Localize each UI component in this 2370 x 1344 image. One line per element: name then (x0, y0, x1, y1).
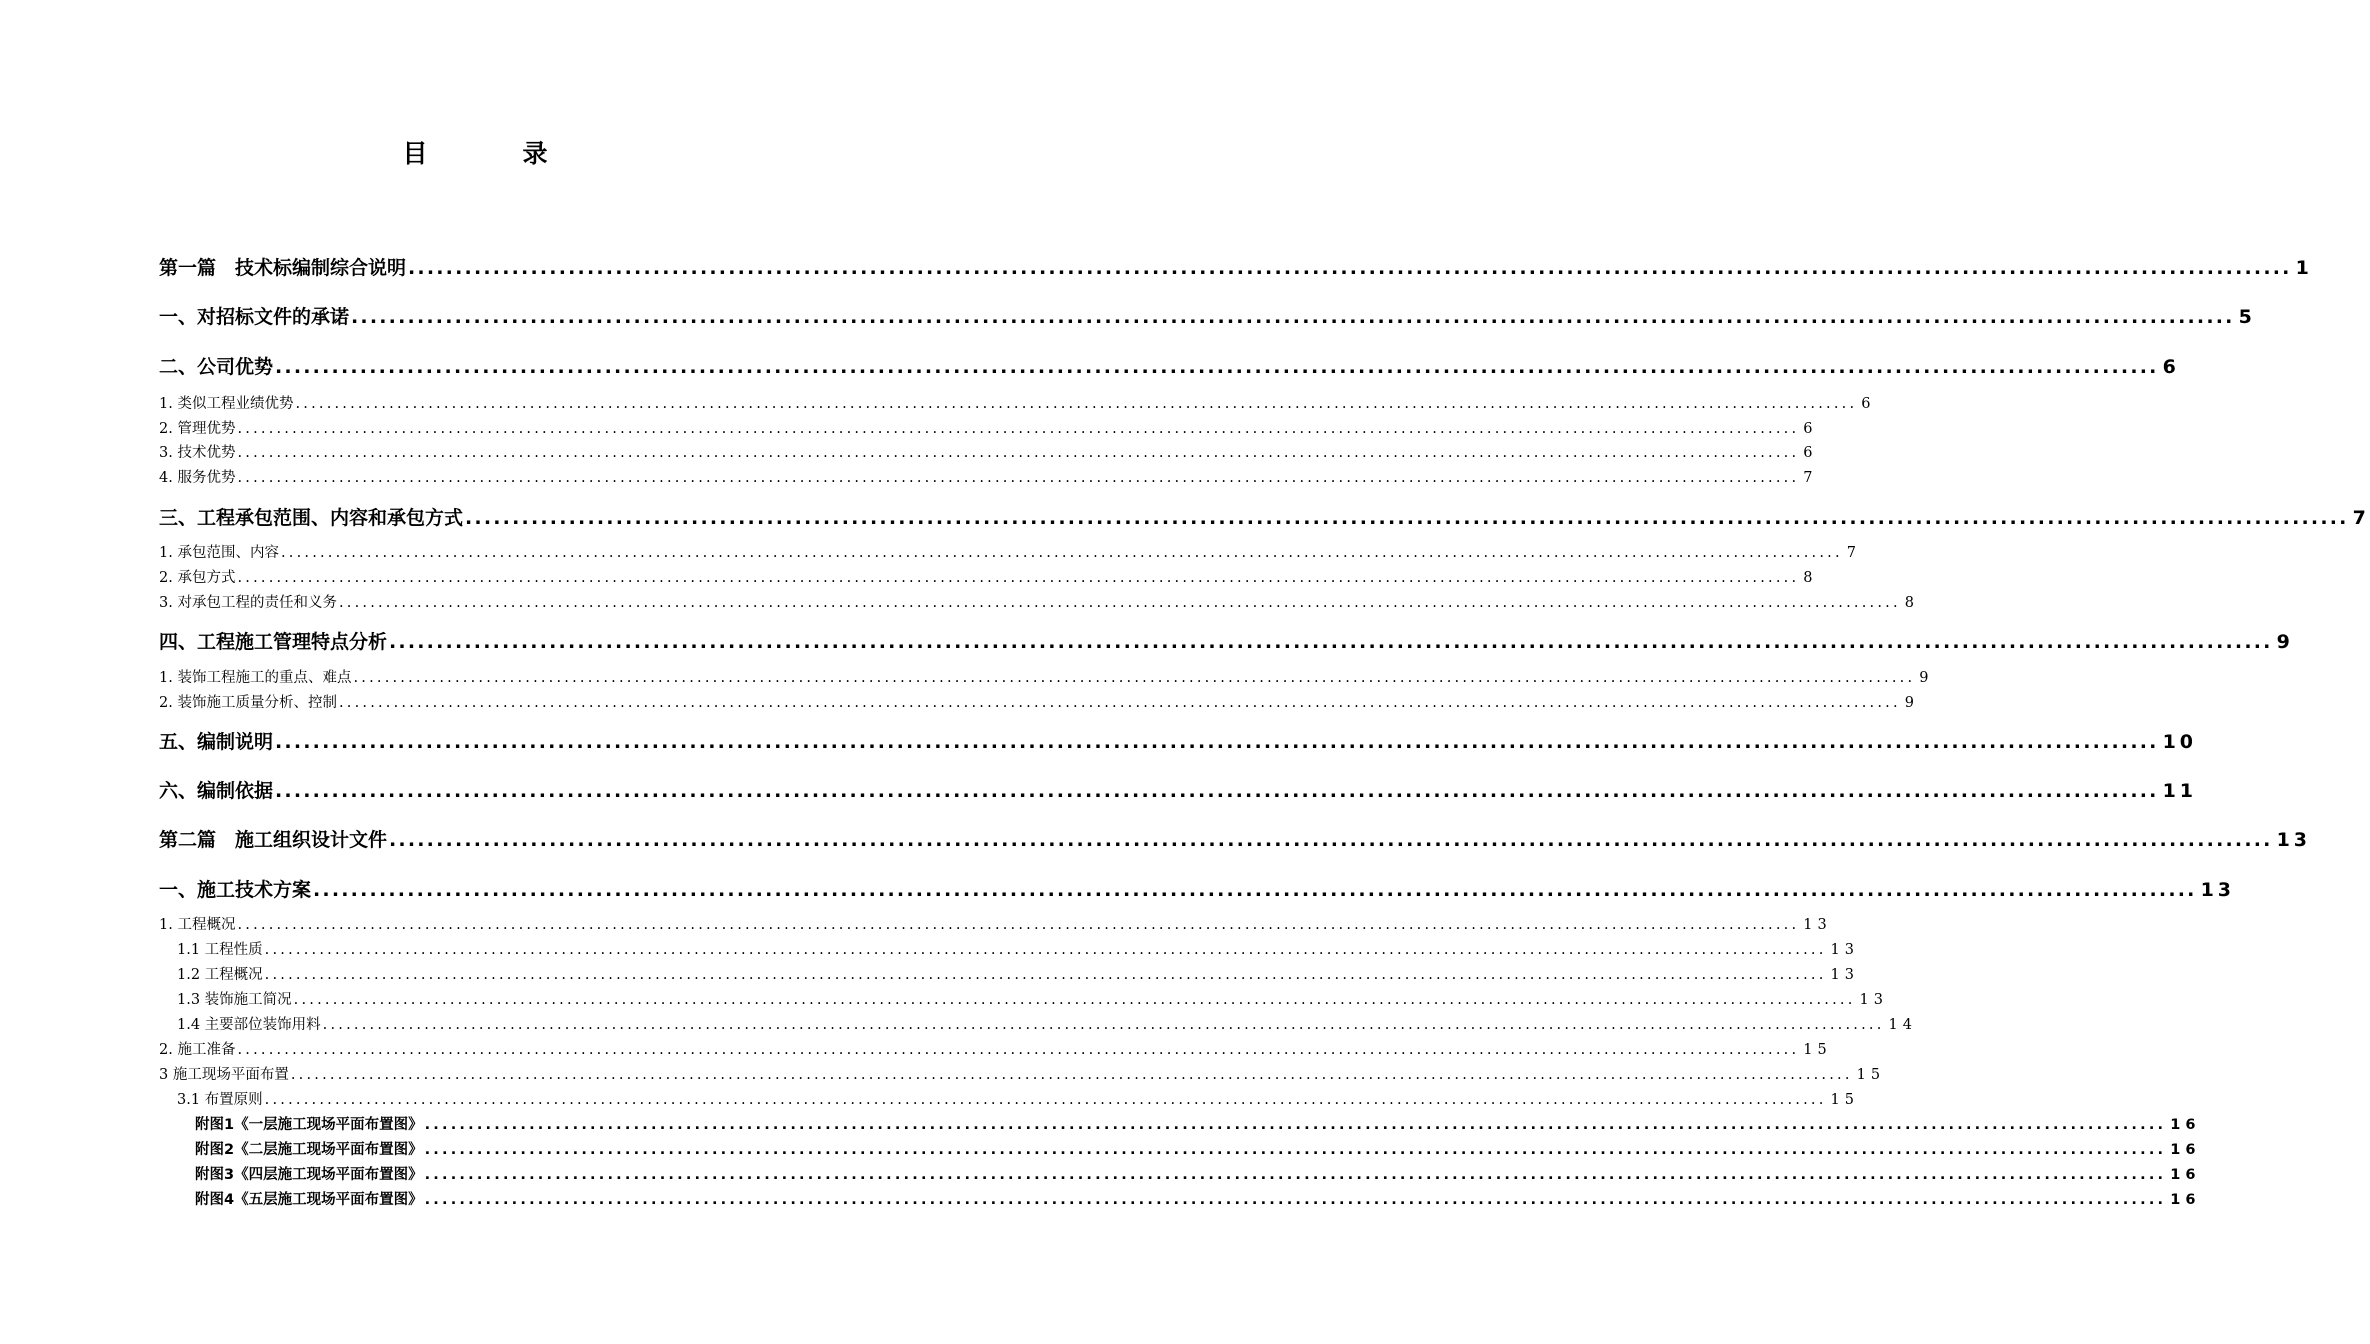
toc-label: 1.3 装饰施工简况 (177, 992, 292, 1008)
toc-page-number: 13 (1830, 942, 1859, 958)
dot-leader: ........................................................................................................................................................................................................ (389, 829, 2273, 851)
toc-entry[interactable] (159, 666, 1934, 686)
toc-entry[interactable] (159, 1038, 1832, 1058)
toc-label: 五、编制说明 (159, 731, 274, 753)
toc-label: 一、对招标文件的承诺 (159, 306, 350, 328)
dot-leader: ........................................................................................................................................................................................................ (280, 545, 1843, 561)
toc-label: 3.1 布置原则 (177, 1092, 263, 1108)
toc-page-number: 15 (1830, 1092, 1859, 1108)
dot-leader: ........................................................................................................................................................................................................ (237, 1042, 1800, 1058)
dot-leader: ........................................................................................................................................................................................................ (408, 257, 2292, 279)
dot-leader: ........................................................................................................................................................................................................ (313, 879, 2197, 901)
dot-leader: ........................................................................................................................................................................................................ (424, 1167, 2167, 1183)
dot-leader: ........................................................................................................................................................................................................ (290, 1067, 1853, 1083)
toc-page-number: 16 (2170, 1117, 2201, 1133)
toc-page-number: 15 (1803, 1042, 1832, 1058)
toc-page-number: 13 (1803, 917, 1832, 933)
toc-label: 3 施工现场平面布置 (159, 1067, 289, 1083)
dot-leader: ........................................................................................................................................................................................................ (338, 595, 1901, 611)
toc-page-number: 6 (2162, 356, 2180, 378)
toc-entry[interactable] (159, 727, 2198, 753)
toc-entry[interactable] (195, 1138, 2201, 1158)
toc-page-number: 14 (1888, 1017, 1917, 1033)
dot-leader: ........................................................................................................................................................................................................ (351, 306, 2235, 328)
toc-page-number: 9 (1919, 670, 1934, 686)
toc-label: 2. 装饰施工质量分析、控制 (159, 695, 337, 711)
toc-page-number: 16 (2170, 1142, 2201, 1158)
toc-page-number: 6 (1861, 396, 1876, 412)
toc-entry[interactable] (177, 1013, 1917, 1033)
toc-page-number: 13 (1830, 967, 1859, 983)
dot-leader: ........................................................................................................................................................................................................ (264, 942, 1827, 958)
toc-entry[interactable] (177, 1088, 1859, 1108)
toc-page-number: 10 (2162, 731, 2198, 753)
toc-entry[interactable] (159, 875, 2236, 901)
toc-label: 2. 施工准备 (159, 1042, 236, 1058)
toc-label: 附图1《一层施工现场平面布置图》 (195, 1117, 423, 1133)
toc-page-number: 8 (1803, 570, 1818, 586)
dot-leader: ........................................................................................................................................................................................................ (322, 1017, 1885, 1033)
toc-entry[interactable] (195, 1188, 2201, 1208)
toc-entry[interactable] (177, 963, 1859, 983)
toc-entry[interactable] (159, 776, 2198, 802)
dot-leader: ........................................................................................................................................................................................................ (424, 1192, 2167, 1208)
toc-page-number: 7 (1846, 545, 1862, 561)
toc-entry[interactable] (159, 253, 2313, 279)
toc-page-number: 16 (2170, 1167, 2201, 1183)
dot-leader: ........................................................................................................................................................................................................ (389, 631, 2273, 653)
toc-entry[interactable] (159, 302, 2256, 328)
toc-page-number: 5 (2238, 306, 2256, 328)
toc-label: 1. 承包范围、内容 (159, 545, 279, 561)
toc-label: 第二篇 施工组织设计文件 (159, 829, 388, 851)
toc-label: 3. 技术优势 (159, 445, 236, 461)
dot-leader: ........................................................................................................................................................................................................ (237, 570, 1800, 586)
toc-page-number: 9 (2276, 631, 2294, 653)
dot-leader: ........................................................................................................................................................................................................ (353, 670, 1916, 686)
toc-label: 2. 承包方式 (159, 570, 236, 586)
toc-page-number: 7 (1803, 470, 1818, 486)
toc-page-number: 15 (1856, 1067, 1886, 1083)
toc-label: 1. 装饰工程施工的重点、难点 (159, 670, 352, 686)
toc-label: 4. 服务优势 (159, 470, 236, 486)
title-char-2: 录 (522, 139, 548, 168)
toc-entry[interactable] (159, 466, 1818, 486)
dot-leader: ........................................................................................................................................................................................................ (275, 780, 2159, 802)
dot-leader: ........................................................................................................................................................................................................ (424, 1117, 2167, 1133)
toc-entry[interactable] (159, 352, 2180, 378)
toc-entry[interactable] (159, 541, 1862, 561)
toc-label: 附图3《四层施工现场平面布置图》 (195, 1167, 423, 1183)
toc-entry[interactable] (159, 441, 1818, 461)
toc-label: 二、公司优势 (159, 356, 274, 378)
toc-label: 1.4 主要部位装饰用料 (177, 1017, 321, 1033)
toc-label: 一、施工技术方案 (159, 879, 312, 901)
toc-entry[interactable] (159, 417, 1818, 437)
toc-entry[interactable] (159, 913, 1832, 933)
toc-entry[interactable] (159, 392, 1876, 412)
dot-leader: ........................................................................................................................................................................................................ (237, 421, 1800, 437)
dot-leader: ........................................................................................................................................................................................................ (237, 445, 1800, 461)
dot-leader: ........................................................................................................................................................................................................ (295, 396, 1858, 412)
toc-page-number: 9 (1904, 695, 1920, 711)
toc-label: 1.2 工程概况 (177, 967, 263, 983)
dot-leader: ........................................................................................................................................................................................................ (264, 1092, 1827, 1108)
toc-entry[interactable] (159, 503, 2370, 529)
toc-page-number: 13 (1859, 992, 1888, 1008)
toc-label: 四、工程施工管理特点分析 (159, 631, 388, 653)
dot-leader: ........................................................................................................................................................................................................ (237, 470, 1800, 486)
toc-label: 六、编制依据 (159, 780, 274, 802)
dot-leader: ........................................................................................................................................................................................................ (465, 507, 2349, 529)
toc-page-number: 11 (2162, 780, 2198, 802)
title-char-1: 目 (402, 139, 428, 168)
toc-label: 附图4《五层施工现场平面布置图》 (195, 1192, 423, 1208)
toc-label: 1. 工程概况 (159, 917, 236, 933)
dot-leader: ........................................................................................................................................................................................................ (275, 356, 2159, 378)
toc-entry[interactable] (177, 938, 1859, 958)
toc-label: 1. 类似工程业绩优势 (159, 396, 294, 412)
toc-page-number: 7 (2352, 507, 2370, 529)
toc-entry[interactable] (159, 627, 2294, 653)
toc-entry[interactable] (159, 691, 1920, 711)
dot-leader: ........................................................................................................................................................................................................ (264, 967, 1827, 983)
toc-entry[interactable] (159, 591, 1920, 611)
toc-page-number: 8 (1904, 595, 1920, 611)
dot-leader: ........................................................................................................................................................................................................ (424, 1142, 2167, 1158)
toc-entry[interactable] (177, 988, 1888, 1008)
toc-label: 三、工程承包范围、内容和承包方式 (159, 507, 464, 529)
toc-page-number: 6 (1803, 445, 1818, 461)
toc-label: 3. 对承包工程的责任和义务 (159, 595, 337, 611)
dot-leader: ........................................................................................................................................................................................................ (293, 992, 1856, 1008)
toc-page-number: 16 (2170, 1192, 2201, 1208)
toc-page-number: 6 (1803, 421, 1818, 437)
toc-label: 2. 管理优势 (159, 421, 236, 437)
dot-leader: ........................................................................................................................................................................................................ (275, 731, 2159, 753)
toc-entry[interactable] (159, 1063, 1886, 1083)
toc-page-number: 13 (2200, 879, 2236, 901)
toc-page-number: 13 (2276, 829, 2312, 851)
dot-leader: ........................................................................................................................................................................................................ (237, 917, 1800, 933)
dot-leader: ........................................................................................................................................................................................................ (338, 695, 1901, 711)
page-title (0, 134, 950, 170)
toc-label: 附图2《二层施工现场平面布置图》 (195, 1142, 423, 1158)
toc-entry[interactable] (195, 1163, 2201, 1183)
toc-entry[interactable] (159, 825, 2312, 851)
toc-label: 1.1 工程性质 (177, 942, 263, 958)
toc-entry[interactable] (159, 566, 1818, 586)
toc-label: 第一篇 技术标编制综合说明 (159, 257, 407, 279)
toc-entry[interactable] (195, 1113, 2201, 1133)
toc-page-number: 1 (2295, 257, 2313, 279)
